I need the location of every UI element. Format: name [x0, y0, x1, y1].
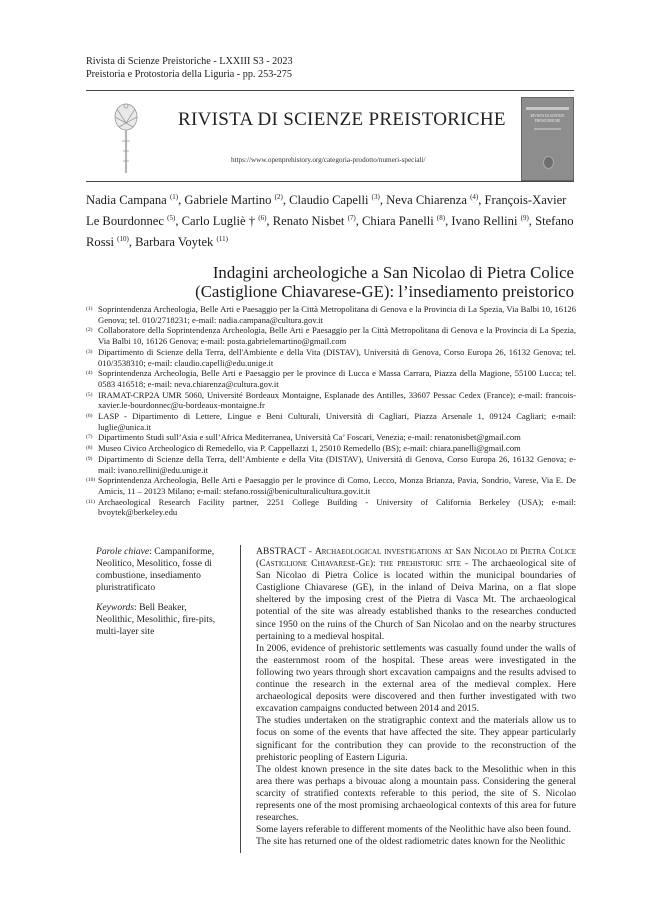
- author-name: Stefano Rossi: [86, 214, 574, 250]
- abstract-paragraph-4: The oldest known presence in the site dates back to the Mesolithic when in this area there was perhaps a bivouac along a mountain pass. Considering the general scarcity of stratified contexts referable to this period, the site of S. Nicolao represents one of the most promising archaeological contexts of this area for future researches.: [256, 763, 576, 824]
- author-affiliation-ref: (4): [470, 193, 479, 201]
- affiliation-ref: (6): [86, 413, 93, 420]
- author-name: Ivano Rellini: [451, 214, 518, 229]
- affiliation-item: [86, 497, 576, 518]
- article-title: [124, 263, 574, 301]
- affiliation-ref: (2): [86, 327, 93, 334]
- author-affiliation-ref: (7): [347, 214, 356, 223]
- keywords-english: Keywords: Bell Beaker, Neolithic, Mesolithic, fire-pits, multi-layer site: [96, 602, 216, 637]
- affiliation-ref: (10): [86, 477, 96, 484]
- author-name: Carlo Lugliè †: [181, 214, 256, 229]
- affiliation-text: Collaboratore della Soprintendenza Archeologia, Belle Arti e Paesaggio per la Città Metropolitana di Genova e la Provincia di La Spezia, Via Balbi 10, 16126 Genova; e-mail: posta.gabrielemartino@gmail.com: [98, 325, 576, 347]
- affiliation-text: Dipartimento di Scienze della Terra, dell’Ambiente e della Vita (DISTAV), Università di Genova, Corso Europa 26, 16132 Genova; e-mail: ivano.rellini@edu.unige.it: [98, 453, 576, 475]
- affiliation-ref: (7): [86, 434, 93, 441]
- affiliation-item: [86, 325, 576, 346]
- journal-cover-thumbnail: [521, 97, 574, 181]
- affiliation-item: [86, 390, 576, 411]
- author-name: François-Xavier Le Bourdonnec: [86, 193, 567, 229]
- journal-volume-line: Rivista di Scienze Preistoriche - LXXIII S3 - 2023: [86, 56, 293, 67]
- masthead: [86, 95, 574, 180]
- affiliation-item: [86, 411, 576, 432]
- affiliation-text: LASP - Dipartimento di Lettere, Lingue e Beni Culturali, Università di Cagliari, Piazza Arsenale 1, 09124 Cagliari; e-mail: luglie@unica.it: [98, 411, 576, 432]
- author-name: Neva Chiarenza: [386, 193, 467, 208]
- article-title-line-1: Indagini archeologiche a San Nicolao di Pietra Colice: [212, 263, 574, 282]
- author-affiliation-ref: (9): [520, 214, 529, 223]
- author-name: Nadia Campana: [86, 193, 167, 208]
- author-affiliation-ref: (8): [436, 214, 446, 223]
- abstract-english-title: Archaeological investigations at San Nicolao di Pietra Colice (Castiglione Chiavarese-Ge): the prehistoric site: [256, 546, 576, 570]
- column-divider: [240, 545, 241, 853]
- affiliation-ref: (3): [86, 348, 93, 355]
- author-affiliation-ref: (5): [167, 214, 176, 223]
- journal-logo-icon: [111, 101, 141, 179]
- author-affiliation-ref: (2): [274, 193, 283, 201]
- affiliation-item: [86, 454, 576, 475]
- affiliation-text: Museo Civico Archeologico di Remedello, via P. Cappellazzi 1, 25010 Remedello (BS); e-mail: chiara.panelli@gmail.com: [98, 443, 521, 454]
- author-affiliation-ref: (3): [371, 193, 380, 201]
- affiliation-item: [86, 443, 576, 454]
- author-name: Renato Nisbet: [272, 214, 345, 229]
- author-name: Chiara Panelli: [362, 214, 434, 229]
- abstract-paragraph-5: Some layers referable to different moments of the Neolithic have also been found.: [256, 824, 571, 836]
- author-affiliation-ref: (1): [169, 193, 179, 201]
- affiliation-item: [86, 368, 576, 389]
- affiliation-text: Archaeological Research Facility partner, 2251 College Building - University of California Berkeley (USA); e-mail: bvoytek@berkeley.edu: [98, 496, 576, 518]
- affiliation-text: Soprintendenza Archeologia, Belle Arti e Paesaggio per la Città Metropolitana di Genova e la Provincia di La Spezia, Via Balbi 10, 16126 Genova; tel. 010/2718231; e-mail: nadia.campana@cultura.gov.it: [98, 304, 576, 325]
- affiliation-text: Dipartimento Studi sull’Asia e sull’Africa Mediterranea, Università Ca’ Foscari, Venezia; e-mail: renatonisbet@gmail.com: [98, 432, 521, 443]
- journal-issue-line: Preistoria e Protostoria della Liguria - pp. 253-275: [86, 69, 292, 80]
- affiliation-ref: (4): [86, 370, 93, 377]
- abstract-paragraph-1: ABSTRACT - Archaeological investigations at San Nicolao di Pietra Colice (Castiglione Chiavarese-Ge): the prehistoric site - The archaeological site of San Nicolao di Pietra Colice is located within the municipal boundaries of Castiglione Chiavarese (GE), in the inland of Deiva Marina, on a flat slope sheltered by the imposing crest of the Pietra di Vasca Mt. The archaeological potential of the site was already established thanks to the researches conducted since 1950 on the ruins of the Church of San Nicolao and on the nearby structures pertaining to a medieval hospital.: [256, 546, 576, 642]
- journal-url[interactable]: https://www.openprehistory.org/categoria-prodotto/numeri-speciali/: [231, 156, 426, 164]
- abstract: [256, 546, 576, 848]
- affiliation-ref: (8): [86, 445, 93, 452]
- affiliation-text: Dipartimento di Scienze della Terra, dell'Ambiente e della Vita (DISTAV), Università di Genova, Corso Europa 26, 16132 Genova; tel. 010/3538310; e-mail: claudio.capelli@edu.unige.it: [98, 346, 576, 368]
- article-title-line-2: (Castiglione Chiavarese-GE): l’insediamento preistorico: [195, 282, 574, 301]
- header-rule: [86, 90, 574, 91]
- author-list: Nadia Campana $^{(1)}$, Gabriele Martino $^{(2)}$, Claudio Capelli $^{(3)}$, Neva Chiarenza $^{(4)}$, François-Xavier Le Bourdonnec $^{(5)}$, Carlo Lugliè † $^{(6)}$, Renato Nisbet $^{(7)}$, Chiara Panelli $^{(8)}$, Ivano Rellini $^{(9)}$, Stefano Rossi $^{(10)}$, Barbara Voytek $^{(11)}$: [86, 193, 574, 250]
- affiliation-text: IRAMAT-CRP2A UMR 5060, Université Bordeaux Montaigne, Esplanade des Antilles, 33607 Pessac Cedex (France); e-mail: francois-xavier.le-bourdonnec@u-bordeaux-montaigne.fr: [98, 389, 576, 411]
- affiliation-item: [86, 304, 576, 325]
- author-affiliation-ref: (6): [258, 214, 267, 223]
- abstract-paragraph-2: In 2006, evidence of prehistoric settlements was casually found under the walls of the easternmost room of the hospital. These areas were investigated in the following two years through short excavation campaigns and the results advised to continue the research in the external area of the medieval complex. Here archaeological deposits were discovered and then further investigated with two excavation campaigns conducted between 2014 and 2015.: [256, 642, 576, 715]
- author-affiliation-ref: (11): [216, 235, 228, 244]
- affiliation-item: [86, 475, 576, 496]
- affiliation-ref: (1): [86, 306, 93, 312]
- affiliation-item: [86, 347, 576, 368]
- affiliation-ref: (11): [86, 498, 95, 505]
- keywords-sidebar: [96, 546, 224, 646]
- journal-masthead-title: RIVISTA DI SCIENZE PREISTORICHE: [178, 109, 506, 130]
- affiliations: [86, 304, 576, 518]
- abstract-paragraph-3: The studies undertaken on the stratigraphic context and the materials allow us to focus on some of the events that have affected the site. They appear particularly significant for the contribution they can provide to the reconstruction of the prehistoric peopling of Eastern Liguria.: [256, 715, 576, 763]
- affiliation-text: Soprintendenza Archeologia, Belle Arti e Paesaggio per le province di Lucca e Massa Carrara, Piazza della Magione, 55100 Lucca; tel. 0583 416518; e-mail: neva.chiarenza@cultura.gov.it: [98, 368, 576, 389]
- author-name: Gabriele Martino: [184, 193, 272, 208]
- affiliation-item: [86, 432, 576, 443]
- abstract-paragraph-6: The site has returned one of the oldest radiometric dates known for the Neolithic: [256, 836, 566, 848]
- author-affiliation-ref: (10): [117, 235, 129, 244]
- affiliation-text: Soprintendenza Archeologia, Belle Arti e Paesaggio per le province di Como, Lecco, Monza Brianza, Pavia, Sondrio, Varese, Via E. De Amicis, 11 – 20123 Milano; e-mail: stefano.rossi@beniculturaliculturа.gov.it.it: [98, 475, 576, 496]
- keywords-italian: Parole chiave: Campaniforme, Neolitico, Mesolitico, fosse di combustione, insediamento pluristratificato: [96, 546, 215, 593]
- author-name: Barbara Voytek: [135, 235, 214, 250]
- cover-title: RIVISTA DI SCIENZE PREISTORICHE: [530, 114, 565, 123]
- affiliation-ref: (9): [86, 455, 93, 462]
- affiliation-ref: (5): [86, 391, 93, 398]
- author-name: Claudio Capelli: [289, 193, 369, 208]
- masthead-rule: [86, 181, 574, 182]
